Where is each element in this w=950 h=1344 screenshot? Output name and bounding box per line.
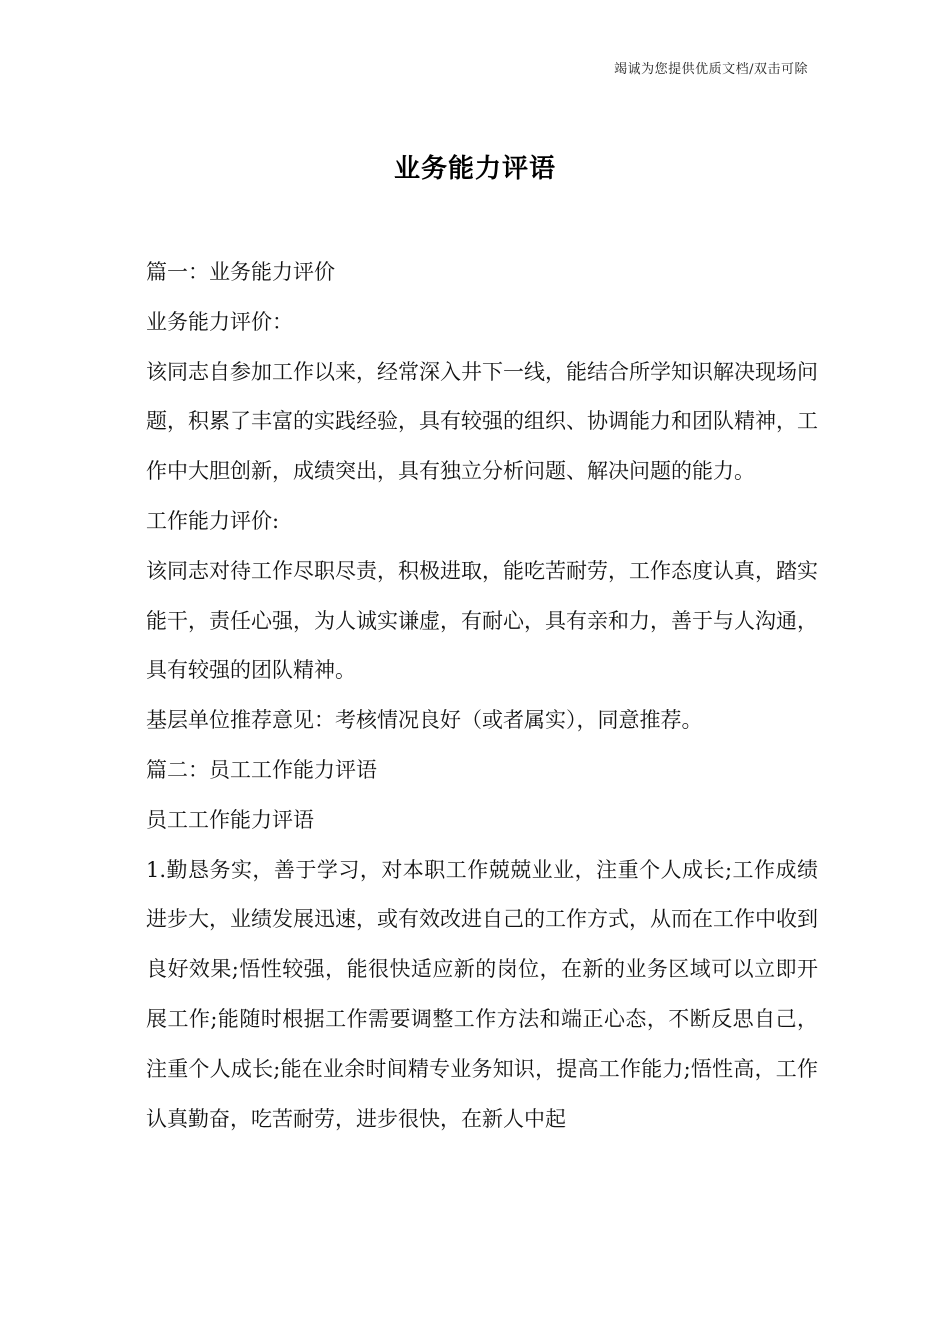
paragraph-work-ability: 该同志对待工作尽职尽责，积极进取，能吃苦耐劳，工作态度认真，踏实能干，责任心强，为人诚实谦虚，有耐心，具有亲和力，善于与人沟通，具有较强的团队精神。: [146, 558, 818, 683]
section-heading-1: 篇一：业务能力评价: [146, 260, 335, 284]
section-heading-2: 篇二：员工工作能力评语: [146, 757, 377, 782]
paragraph-business-ability: 该同志自参加工作以来，经常深入井下一线，能结合所学知识解决现场问题，积累了丰富的实践经验，具有较强的组织、协调能力和团队精神，工作中大胆创新，成绩突出，具有独立分析问题、解决问题的能力。: [146, 359, 818, 484]
paragraph-employee-comment-1: 1.勤恳务实，善于学习，对本职工作兢兢业业，注重个人成长;工作成绩进步大，业绩发展迅速，或有效改进自己的工作方式，从而在工作中收到良好效果;悟性较强，能很快适应新的岗位，在新的业务区域可以立即开展工作;能随时根据工作需要调整工作方法和端正心态，不断反思自己，注重个人成长;能在业余时间精专业务知识，提高工作能力;悟性高，工作认真勤奋，吃苦耐劳，进步很快，在新人中起: [146, 857, 818, 1131]
paragraph-recommendation: 基层单位推荐意见：考核情况良好（或者属实），同意推荐。: [146, 708, 703, 733]
subheading-work-ability: 工作能力评价:: [146, 508, 280, 533]
document-body: [146, 248, 818, 1144]
document-title: 业务能力评语: [393, 154, 556, 184]
subheading-employee-comments: 员工工作能力评语: [146, 807, 314, 832]
subheading-business-ability: 业务能力评价：: [146, 309, 293, 334]
header-note: 竭诚为您提供优质文档/双击可除: [614, 62, 808, 77]
